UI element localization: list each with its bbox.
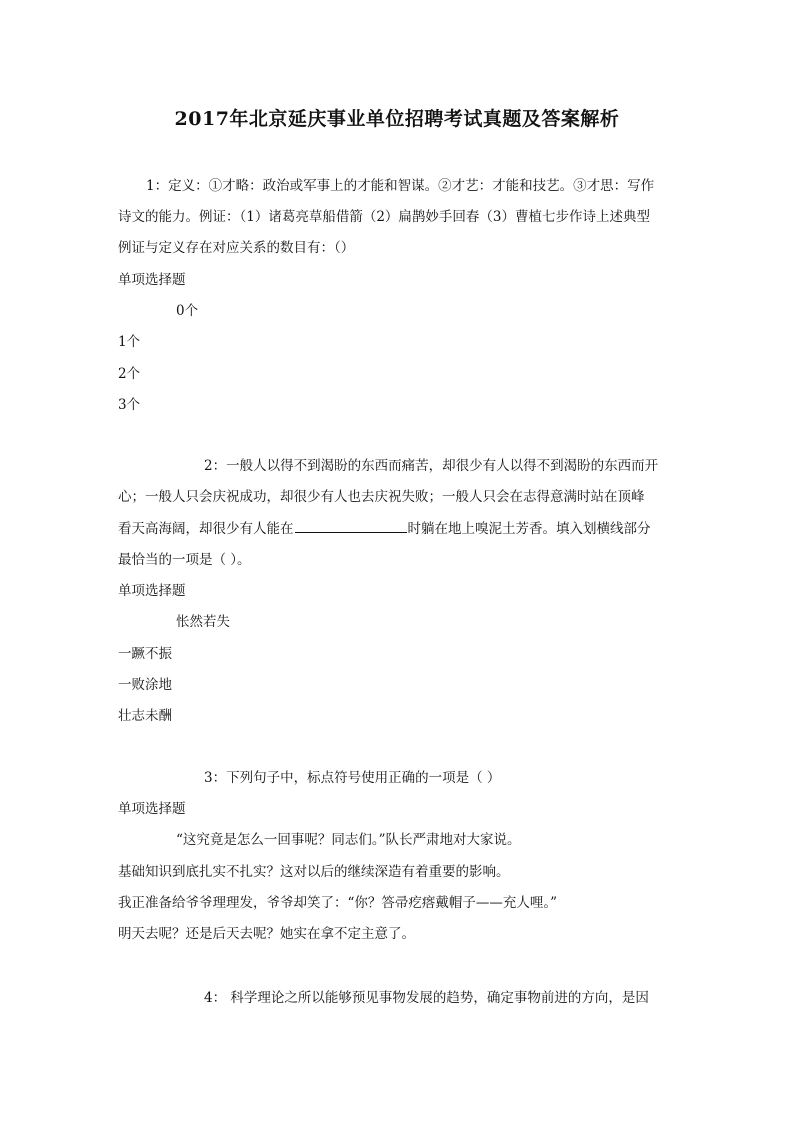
question-3-option-d: 明天去呢？还是后天去呢？她实在拿不定主意了。 <box>118 926 415 942</box>
question-2-option-c: 一败涂地 <box>118 677 172 693</box>
question-1-option-c: 2个 <box>118 366 141 382</box>
question-1-line-3: 例证与定义存在对应关系的数目有：（） <box>118 240 355 256</box>
question-3-option-c: 我正准备给爷爷理理发，爷爷却笑了：“你？答帚疙瘩戴帽子——充人哩。” <box>118 895 558 911</box>
question-3-type: 单项选择题 <box>118 801 186 817</box>
fill-in-blank <box>295 518 407 533</box>
question-1-option-a: 0个 <box>176 303 199 319</box>
question-4-line-1: 4： 科学理论之所以能够预见事物发展的趋势，确定事物前进的方向，是因 <box>204 990 649 1006</box>
question-3-line-1: 3：下列句子中，标点符号使用正确的一项是（ ） <box>204 770 501 786</box>
question-3-option-b: 基础知识到底扎实不扎实？这对以后的继续深造有着重要的影响。 <box>118 864 510 880</box>
question-1-line-2: 诗文的能力。例证：（1）诸葛亮草船借箭（2）扁鹊妙手回春（3）曹植七步作诗上述典型 <box>118 209 651 225</box>
question-2-line-3 <box>118 518 651 539</box>
question-2-line-2: 心；一般人只会庆祝成功，却很少有人也去庆祝失败；一般人只会在志得意满时站在顶峰 <box>118 489 645 505</box>
question-2-line-4: 最恰当的一项是（ ）。 <box>118 552 251 568</box>
question-2-option-b: 一蹶不振 <box>118 646 172 662</box>
question-2-option-a: 怅然若失 <box>176 614 230 630</box>
question-1-type: 单项选择题 <box>118 272 186 288</box>
question-1-option-d: 3个 <box>118 397 141 413</box>
document-title: 2017年北京延庆事业单位招聘考试真题及答案解析 <box>174 108 620 130</box>
question-2-option-d: 壮志未酬 <box>118 708 172 724</box>
question-2-line-1: 2：一般人以得不到渴盼的东西而痛苦，却很少有人以得不到渴盼的东西而开 <box>204 458 659 474</box>
question-2-line-3-after: 时躺在地上嗅泥土芳香。填入划横线部分 <box>407 521 651 537</box>
question-2-line-3-before: 看天高海阔，却很少有人能在 <box>118 521 294 537</box>
question-2-type: 单项选择题 <box>118 583 186 599</box>
question-1-line-1: 1：定义：①才略：政治或军事上的才能和智谋。②才艺：才能和技艺。③才思：写作 <box>146 178 655 194</box>
question-1-option-b: 1个 <box>118 334 141 350</box>
question-3-option-a: “这究竟是怎么一回事呢？同志们。”队长严肃地对大家说。 <box>176 832 521 848</box>
